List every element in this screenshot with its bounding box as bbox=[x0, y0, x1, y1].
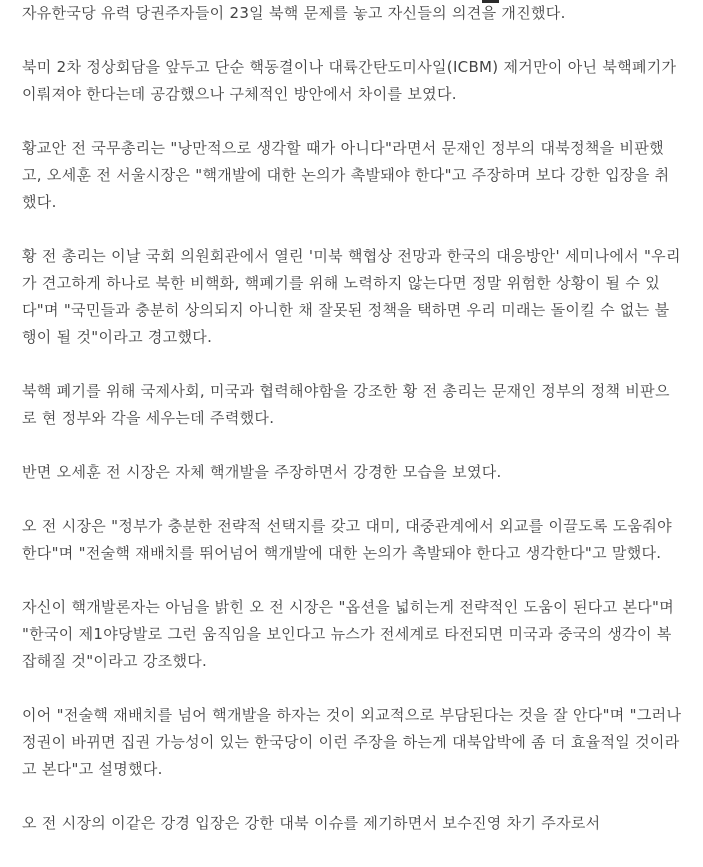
article-paragraph: 반면 오세훈 전 시장은 자체 핵개발을 주장하면서 강경한 모습을 보였다. bbox=[22, 463, 502, 481]
article-paragraph: 황 전 총리는 이날 국회 의원회관에서 열린 '미북 핵협상 전망과 한국의 대응방안' 세미나에서 "우리가 견고하게 하나로 북한 비핵화, 핵폐기를 위해 노력하지 않는다면 정말 위험한 상황이 될 수 있다"며 "국민들과 충분히 상의되지 아니한 채 잘못된 정책을 택하면 우리 미래는 돌이킬 수 없는 불행이 될 것"이라고 경고했다. bbox=[22, 247, 681, 346]
article-paragraph: 자신이 핵개발론자는 아님을 밝힌 오 전 시장은 "옵션을 넓히는게 전략적인 도움이 된다고 본다"며 "한국이 제1야당발로 그런 움직임을 보인다고 뉴스가 전세계로 타전되면 미국과 중국의 생각이 복잡해질 것"이라고 강조했다. bbox=[22, 598, 675, 670]
article-paragraph: 북핵 폐기를 위해 국제사회, 미국과 협력해야함을 강조한 황 전 총리는 문재인 정부의 정책 비판으로 현 정부와 각을 세우는데 주력했다. bbox=[22, 382, 670, 427]
article-paragraph: 자유한국당 유력 당권주자들이 23일 북핵 문제를 놓고 자신들의 의견을 개진했다. bbox=[22, 4, 566, 22]
cropped-content-fragment bbox=[482, 0, 499, 3]
article-paragraph: 오 전 시장은 "정부가 충분한 전략적 선택지를 갖고 대미, 대중관계에서 외교를 이끌도록 도움줘야 한다"며 "전술핵 재배치를 뛰어넘어 핵개발에 대한 논의가 촉발돼야 한다고 생각한다"고 말했다. bbox=[22, 517, 672, 562]
article-paragraph: 이어 "전술핵 재배치를 넘어 핵개발을 하자는 것이 외교적으로 부담된다는 것을 잘 안다"며 "그러나 정권이 바뀌면 집권 가능성이 있는 한국당이 이런 주장을 하는게 대북압박에 좀 더 효율적일 것이라고 본다"고 설명했다. bbox=[22, 706, 682, 778]
article-paragraph: 북미 2차 정상회담을 앞두고 단순 핵동결이나 대륙간탄도미사일(ICBM) 제거만이 아닌 북핵폐기가 이뤄져야 한다는데 공감했으나 구체적인 방안에서 차이를 보였다. bbox=[22, 58, 677, 103]
article-paragraph: 오 전 시장의 이같은 강경 입장은 강한 대북 이슈를 제기하면서 보수진영 차기 주자로서 bbox=[22, 814, 601, 832]
article-paragraph: 황교안 전 국무총리는 "낭만적으로 생각할 때가 아니다"라면서 문재인 정부의 대북정책을 비판했고, 오세훈 전 서울시장은 "핵개발에 대한 논의가 촉발돼야 한다"고 주장하며 보다 강한 입장을 취했다. bbox=[22, 139, 670, 211]
